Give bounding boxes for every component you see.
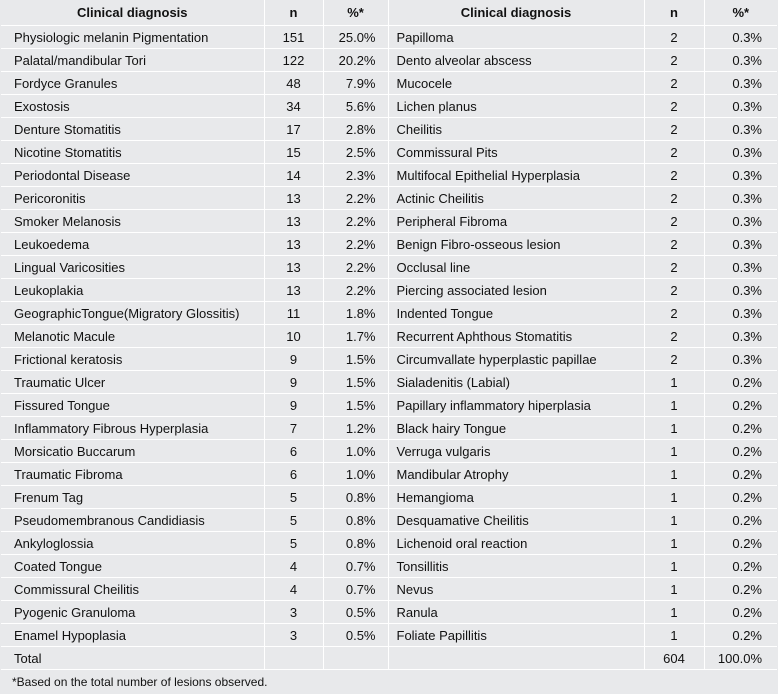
- n-cell: 2: [644, 348, 704, 371]
- n-cell: 122: [264, 49, 323, 72]
- diagnosis-cell: Occlusal line: [388, 256, 644, 279]
- diagnosis-cell: Leukoedema: [1, 233, 264, 256]
- table-row: [1, 417, 777, 440]
- n-cell: 151: [264, 26, 323, 49]
- pct-cell: 0.3%: [704, 348, 777, 371]
- n-cell: 1: [644, 509, 704, 532]
- table-row: [1, 210, 777, 233]
- diagnosis-cell: Enamel Hypoplasia: [1, 624, 264, 647]
- pct-cell: 1.8%: [323, 302, 388, 325]
- pct-cell: 0.2%: [704, 509, 777, 532]
- table-row: [1, 49, 777, 72]
- n-cell: 5: [264, 532, 323, 555]
- pct-cell: 0.7%: [323, 578, 388, 601]
- pct-cell: 0.2%: [704, 578, 777, 601]
- pct-cell: 1.2%: [323, 417, 388, 440]
- n-cell: 4: [264, 555, 323, 578]
- n-cell: 2: [644, 302, 704, 325]
- n-cell: 4: [264, 578, 323, 601]
- diagnosis-cell: Melanotic Macule: [1, 325, 264, 348]
- pct-cell: 2.2%: [323, 187, 388, 210]
- diagnosis-cell: Exostosis: [1, 95, 264, 118]
- n-cell: 10: [264, 325, 323, 348]
- pct-cell: 1.7%: [323, 325, 388, 348]
- table-row: [1, 118, 777, 141]
- diagnosis-cell: Foliate Papillitis: [388, 624, 644, 647]
- pct-cell: 2.5%: [323, 141, 388, 164]
- n-cell: 2: [644, 325, 704, 348]
- table-row: [1, 72, 777, 95]
- pct-cell: 2.2%: [323, 210, 388, 233]
- diagnosis-cell: Papillary inflammatory hiperplasia: [388, 394, 644, 417]
- pct-cell: 0.2%: [704, 532, 777, 555]
- pct-cell: 25.0%: [323, 26, 388, 49]
- header-diagnosis-right: Clinical diagnosis: [388, 0, 644, 26]
- diagnosis-cell: Ranula: [388, 601, 644, 624]
- table-row: [1, 578, 777, 601]
- header-diagnosis-left: Clinical diagnosis: [1, 0, 264, 26]
- header-n-right: n: [644, 0, 704, 26]
- table-row: [1, 256, 777, 279]
- footnote: *Based on the total number of lesions observed.: [12, 675, 268, 689]
- pct-cell: 0.3%: [704, 256, 777, 279]
- table-row: [1, 371, 777, 394]
- n-cell: 14: [264, 164, 323, 187]
- n-cell: 2: [644, 279, 704, 302]
- n-cell: 1: [644, 463, 704, 486]
- n-cell: 9: [264, 348, 323, 371]
- n-cell: 9: [264, 394, 323, 417]
- n-cell: 17: [264, 118, 323, 141]
- n-cell: 13: [264, 256, 323, 279]
- diagnosis-cell: Leukoplakia: [1, 279, 264, 302]
- diagnosis-cell: Pyogenic Granuloma: [1, 601, 264, 624]
- header-pct-left: %*: [323, 0, 388, 26]
- diagnosis-cell: Multifocal Epithelial Hyperplasia: [388, 164, 644, 187]
- diagnosis-cell: Lingual Varicosities: [1, 256, 264, 279]
- n-cell: 7: [264, 417, 323, 440]
- table-row: [1, 486, 777, 509]
- total-row: [1, 647, 777, 670]
- pct-cell: 7.9%: [323, 72, 388, 95]
- n-cell: 1: [644, 486, 704, 509]
- n-cell: 1: [644, 624, 704, 647]
- diagnosis-cell: Fordyce Granules: [1, 72, 264, 95]
- pct-cell: 0.3%: [704, 210, 777, 233]
- n-cell: 13: [264, 233, 323, 256]
- pct-cell: 0.2%: [704, 394, 777, 417]
- pct-cell: 5.6%: [323, 95, 388, 118]
- diagnosis-cell: Peripheral Fibroma: [388, 210, 644, 233]
- diagnosis-cell: Physiologic melanin Pigmentation: [1, 26, 264, 49]
- pct-cell: 0.3%: [704, 141, 777, 164]
- n-cell: 1: [644, 601, 704, 624]
- diagnosis-cell: Benign Fibro-osseous lesion: [388, 233, 644, 256]
- diagnosis-cell: Frictional keratosis: [1, 348, 264, 371]
- pct-cell: 1.0%: [323, 440, 388, 463]
- diagnosis-cell: Denture Stomatitis: [1, 118, 264, 141]
- diagnosis-cell: Morsicatio Buccarum: [1, 440, 264, 463]
- diagnosis-cell: Lichen planus: [388, 95, 644, 118]
- pct-cell: 0.2%: [704, 440, 777, 463]
- n-cell: 2: [644, 49, 704, 72]
- pct-cell: 0.3%: [704, 302, 777, 325]
- diagnosis-cell: Actinic Cheilitis: [388, 187, 644, 210]
- diagnosis-cell: Ankyloglossia: [1, 532, 264, 555]
- n-cell: 15: [264, 141, 323, 164]
- pct-cell: 0.3%: [704, 279, 777, 302]
- pct-cell: 0.3%: [704, 26, 777, 49]
- diagnosis-cell: Commissural Pits: [388, 141, 644, 164]
- diagnosis-cell: Palatal/mandibular Tori: [1, 49, 264, 72]
- header-n-left: n: [264, 0, 323, 26]
- pct-cell: 0.2%: [704, 601, 777, 624]
- diagnosis-cell: Nevus: [388, 578, 644, 601]
- table-row: [1, 348, 777, 371]
- pct-cell: 20.2%: [323, 49, 388, 72]
- diagnosis-cell: Pericoronitis: [1, 187, 264, 210]
- diagnosis-cell: Indented Tongue: [388, 302, 644, 325]
- n-cell: 2: [644, 72, 704, 95]
- n-cell: 13: [264, 210, 323, 233]
- table-row: [1, 555, 777, 578]
- diagnosis-cell: Mandibular Atrophy: [388, 463, 644, 486]
- n-cell: 2: [644, 187, 704, 210]
- diagnosis-cell: Piercing associated lesion: [388, 279, 644, 302]
- pct-cell: 0.2%: [704, 463, 777, 486]
- pct-cell: 0.2%: [704, 486, 777, 509]
- diagnosis-cell: Pseudomembranous Candidiasis: [1, 509, 264, 532]
- diagnosis-cell: Frenum Tag: [1, 486, 264, 509]
- n-cell: 2: [644, 164, 704, 187]
- pct-cell: 1.5%: [323, 371, 388, 394]
- pct-cell: 1.0%: [323, 463, 388, 486]
- n-cell: 48: [264, 72, 323, 95]
- pct-cell: 0.3%: [704, 325, 777, 348]
- pct-cell: 1.5%: [323, 394, 388, 417]
- n-cell: 2: [644, 141, 704, 164]
- table-row: [1, 532, 777, 555]
- diagnosis-cell: Mucocele: [388, 72, 644, 95]
- diagnosis-cell: Circumvallate hyperplastic papillae: [388, 348, 644, 371]
- diagnosis-cell: Dento alveolar abscess: [388, 49, 644, 72]
- n-cell: 9: [264, 371, 323, 394]
- n-cell: 2: [644, 256, 704, 279]
- table-row: [1, 325, 777, 348]
- pct-cell: 0.5%: [323, 601, 388, 624]
- diagnosis-cell: Black hairy Tongue: [388, 417, 644, 440]
- pct-cell: 2.8%: [323, 118, 388, 141]
- diagnosis-table: [1, 0, 777, 670]
- header-row: [1, 0, 777, 26]
- pct-cell: 2.2%: [323, 279, 388, 302]
- pct-cell: 0.3%: [704, 118, 777, 141]
- diagnosis-cell: Nicotine Stomatitis: [1, 141, 264, 164]
- n-cell: 1: [644, 394, 704, 417]
- n-cell: 3: [264, 624, 323, 647]
- diagnosis-cell: Hemangioma: [388, 486, 644, 509]
- pct-cell: 0.7%: [323, 555, 388, 578]
- pct-cell: 0.2%: [704, 371, 777, 394]
- table-row: [1, 164, 777, 187]
- n-cell: 6: [264, 463, 323, 486]
- table-row: [1, 601, 777, 624]
- table-row: [1, 440, 777, 463]
- diagnosis-cell: Commissural Cheilitis: [1, 578, 264, 601]
- diagnosis-cell: GeographicTongue(Migratory Glossitis): [1, 302, 264, 325]
- table-row: [1, 26, 777, 49]
- n-cell: 13: [264, 279, 323, 302]
- n-cell: 3: [264, 601, 323, 624]
- pct-cell: 0.2%: [704, 417, 777, 440]
- table-row: [1, 509, 777, 532]
- pct-cell: 2.3%: [323, 164, 388, 187]
- pct-cell: 2.2%: [323, 233, 388, 256]
- diagnosis-cell: Sialadenitis (Labial): [388, 371, 644, 394]
- n-cell: 2: [644, 26, 704, 49]
- diagnosis-cell: Coated Tongue: [1, 555, 264, 578]
- diagnosis-cell: Periodontal Disease: [1, 164, 264, 187]
- pct-cell: 1.5%: [323, 348, 388, 371]
- pct-cell: 0.3%: [704, 164, 777, 187]
- table-row: [1, 302, 777, 325]
- pct-cell: 0.3%: [704, 49, 777, 72]
- diagnosis-cell: Inflammatory Fibrous Hyperplasia: [1, 417, 264, 440]
- n-cell: 1: [644, 578, 704, 601]
- diagnosis-cell: Desquamative Cheilitis: [388, 509, 644, 532]
- pct-cell: 0.8%: [323, 532, 388, 555]
- diagnosis-cell: Verruga vulgaris: [388, 440, 644, 463]
- diagnosis-cell: Fissured Tongue: [1, 394, 264, 417]
- diagnosis-cell: Traumatic Fibroma: [1, 463, 264, 486]
- table-row: [1, 233, 777, 256]
- pct-cell: 2.2%: [323, 256, 388, 279]
- total-pct: 100.0%: [704, 647, 777, 670]
- table-row: [1, 463, 777, 486]
- n-cell: 1: [644, 417, 704, 440]
- diagnosis-cell: Lichenoid oral reaction: [388, 532, 644, 555]
- table-row: [1, 141, 777, 164]
- diagnosis-cell: Cheilitis: [388, 118, 644, 141]
- pct-cell: 0.8%: [323, 509, 388, 532]
- total-label: Total: [1, 647, 264, 670]
- n-cell: 13: [264, 187, 323, 210]
- table-row: [1, 95, 777, 118]
- diagnosis-cell: Traumatic Ulcer: [1, 371, 264, 394]
- n-cell: 1: [644, 532, 704, 555]
- n-cell: 6: [264, 440, 323, 463]
- pct-cell: 0.5%: [323, 624, 388, 647]
- table-row: [1, 187, 777, 210]
- pct-cell: 0.3%: [704, 233, 777, 256]
- n-cell: 1: [644, 555, 704, 578]
- n-cell: 34: [264, 95, 323, 118]
- n-cell: 2: [644, 233, 704, 256]
- header-pct-right: %*: [704, 0, 777, 26]
- n-cell: 2: [644, 118, 704, 141]
- pct-cell: 0.3%: [704, 95, 777, 118]
- n-cell: 11: [264, 302, 323, 325]
- diagnosis-cell: Tonsillitis: [388, 555, 644, 578]
- diagnosis-cell: Recurrent Aphthous Stomatitis: [388, 325, 644, 348]
- pct-cell: 0.8%: [323, 486, 388, 509]
- table-body: [1, 26, 777, 647]
- table-row: [1, 394, 777, 417]
- pct-cell: 0.3%: [704, 72, 777, 95]
- total-n: 604: [644, 647, 704, 670]
- n-cell: 1: [644, 440, 704, 463]
- n-cell: 2: [644, 210, 704, 233]
- n-cell: 5: [264, 509, 323, 532]
- pct-cell: 0.2%: [704, 555, 777, 578]
- n-cell: 1: [644, 371, 704, 394]
- pct-cell: 0.3%: [704, 187, 777, 210]
- n-cell: 2: [644, 95, 704, 118]
- pct-cell: 0.2%: [704, 624, 777, 647]
- n-cell: 5: [264, 486, 323, 509]
- table-row: [1, 279, 777, 302]
- table-row: [1, 624, 777, 647]
- diagnosis-cell: Papilloma: [388, 26, 644, 49]
- diagnosis-cell: Smoker Melanosis: [1, 210, 264, 233]
